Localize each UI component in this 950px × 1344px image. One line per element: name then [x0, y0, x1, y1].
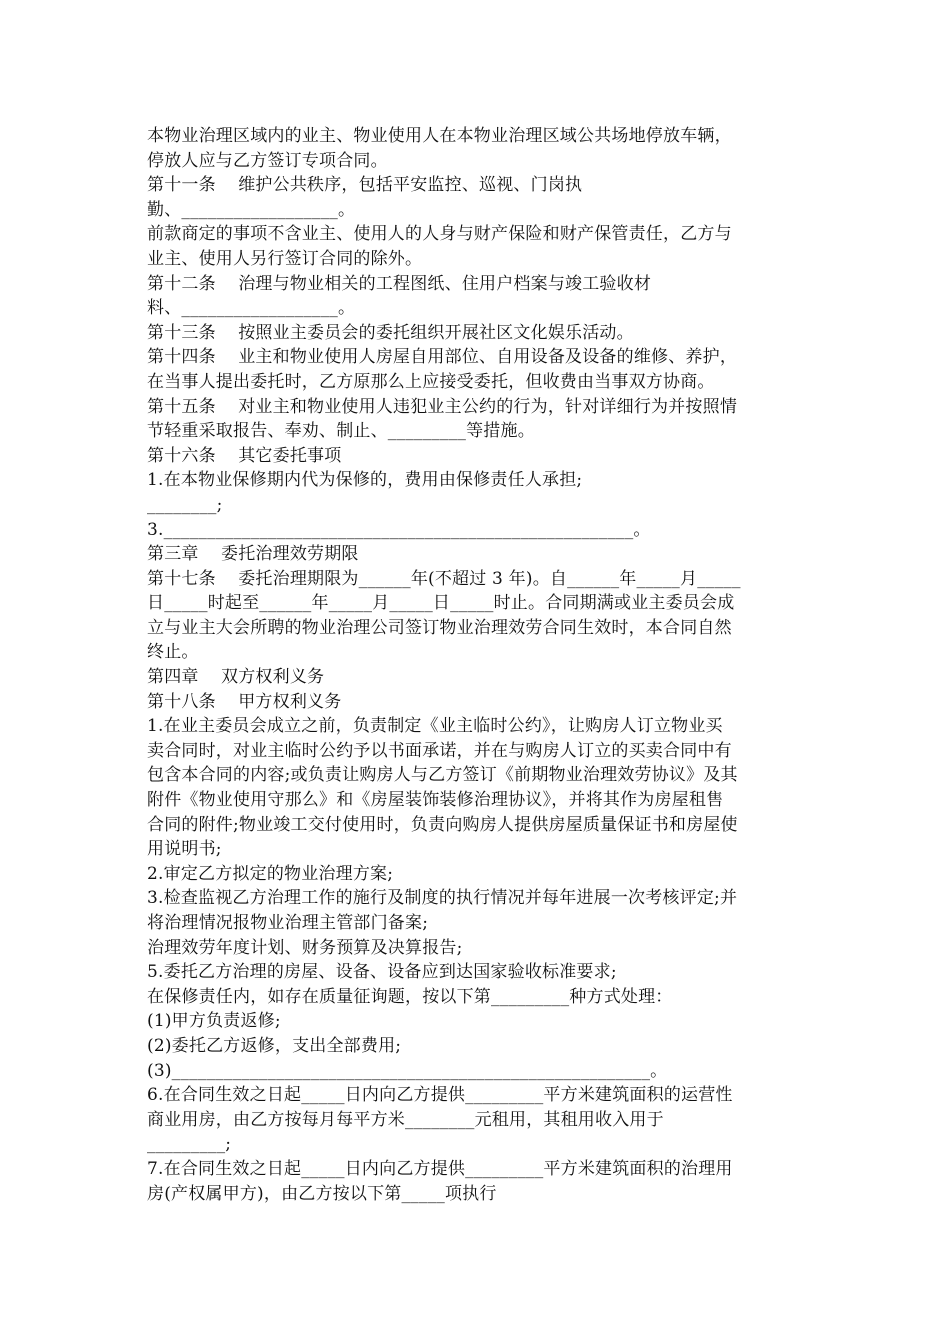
text-line: 停放人应与乙方签订专项合同。 — [147, 150, 388, 171]
document-body — [147, 124, 812, 1206]
text-line: 将治理情况报物业治理主管部门备案; — [147, 913, 429, 933]
text-line: 在当事人提出委托时，乙方原那么上应接受委托，但收费由当事双方协商。 — [147, 371, 715, 392]
chapter-4-heading: 第四章 双方权利义务 — [147, 667, 325, 688]
text-line: 合同的附件;物业竣工交付使用时，负责向购房人提供房屋质量保证书和房屋使 — [147, 814, 738, 835]
text-line: 前款商定的事项不含业主、使用人的人身与财产保险和财产保管责任，乙方与 — [147, 224, 732, 245]
article-13-heading: 第十三条 按照业主委员会的委托组织开展社区文化娱乐活动。 — [147, 322, 634, 343]
list-item: ________; — [147, 494, 223, 515]
text-line: _________; — [147, 1134, 232, 1155]
chapter-3-heading: 第三章 委托治理效劳期限 — [147, 544, 359, 565]
list-item: 1.在本物业保修期内代为保修的，费用由保修责任人承担; — [147, 470, 583, 491]
list-item: 3.检查监视乙方治理工作的施行及制度的执行情况并每年进展一次考核评定;并 — [147, 888, 738, 909]
sub-item: (3)_______________________________________________________。 — [147, 1060, 668, 1081]
article-17-heading: 第十七条 委托治理期限为______年(不超过 3 年)。自______年_____月_____ — [147, 568, 741, 589]
text-line: 料、__________________。 — [147, 298, 356, 319]
list-item: 1.在业主委员会成立之前，负责制定《业主临时公约》，让购房人订立物业买 — [147, 716, 723, 737]
article-12-heading: 第十二条 治理与物业相关的工程图纸、住用户档案与竣工验收材 — [147, 273, 652, 294]
text-line: 日_____时起至______年_____月_____日_____时止。合同期满或业主委员会成 — [147, 593, 735, 614]
text-line: 用说明书; — [147, 839, 222, 860]
text-line: 治理效劳年度计划、财务预算及决算报告; — [147, 937, 463, 958]
sub-item: (2)委托乙方返修，支出全部费用; — [147, 1035, 402, 1056]
article-16-heading: 第十六条 其它委托事项 — [147, 445, 342, 466]
list-item: 2.审定乙方拟定的物业治理方案; — [147, 863, 394, 884]
article-15-heading: 第十五条 对业主和物业使用人违犯业主公约的行为，针对详细行为并按照情 — [147, 396, 738, 417]
text-line: 包含本合同的内容;或负责让购房人与乙方签订《前期物业治理效劳协议》及其 — [147, 765, 738, 786]
list-item: 7.在合同生效之日起_____日内向乙方提供_________平方米建筑面积的治理用 — [147, 1158, 733, 1179]
sub-item: (1)甲方负责返修; — [147, 1011, 281, 1032]
article-11-heading: 第十一条 维护公共秩序，包括平安监控、巡视、门岗执 — [147, 175, 583, 196]
text-line: 房(产权属甲方)，由乙方按以下第_____项执行 — [147, 1183, 497, 1204]
text-line: 附件《物业使用守那么》和《房屋装饰装修治理协议》，并将其作为房屋租售 — [147, 790, 724, 811]
text-line: 勤、__________________。 — [147, 199, 356, 220]
text-line: 商业用房，由乙方按每月每平方米________元租用，其租用收入用于 — [147, 1109, 664, 1130]
text-line: 卖合同时，对业主临时公约予以书面承诺，并在与购房人订立的买卖合同中有 — [147, 740, 732, 761]
article-14-heading: 第十四条 业主和物业使用人房屋自用部位、自用设备及设备的维修、养护， — [147, 347, 738, 368]
article-18-heading: 第十八条 甲方权利义务 — [147, 691, 342, 712]
text-line: 本物业治理区域内的业主、物业使用人在本物业治理区域公共场地停放车辆， — [147, 126, 732, 146]
text-line: 终止。 — [147, 642, 199, 663]
text-line: 业主、使用人另行签订合同的除外。 — [147, 248, 423, 269]
list-item: 5.委托乙方治理的房屋、设备、设备应到达国家验收标准要求; — [147, 962, 617, 983]
text-line: 立与业主大会所聘的物业治理公司签订物业治理效劳合同生效时，本合同自然 — [147, 617, 732, 638]
text-line: 在保修责任内，如存在质量征询题，按以下第_________种方式处理： — [147, 986, 673, 1007]
list-item: 6.在合同生效之日起_____日内向乙方提供_________平方米建筑面积的运营性 — [147, 1085, 733, 1106]
text-line: 节轻重采取报告、奉劝、制止、_________等措施。 — [147, 421, 535, 442]
list-item: 3.______________________________________________________。 — [147, 519, 651, 540]
